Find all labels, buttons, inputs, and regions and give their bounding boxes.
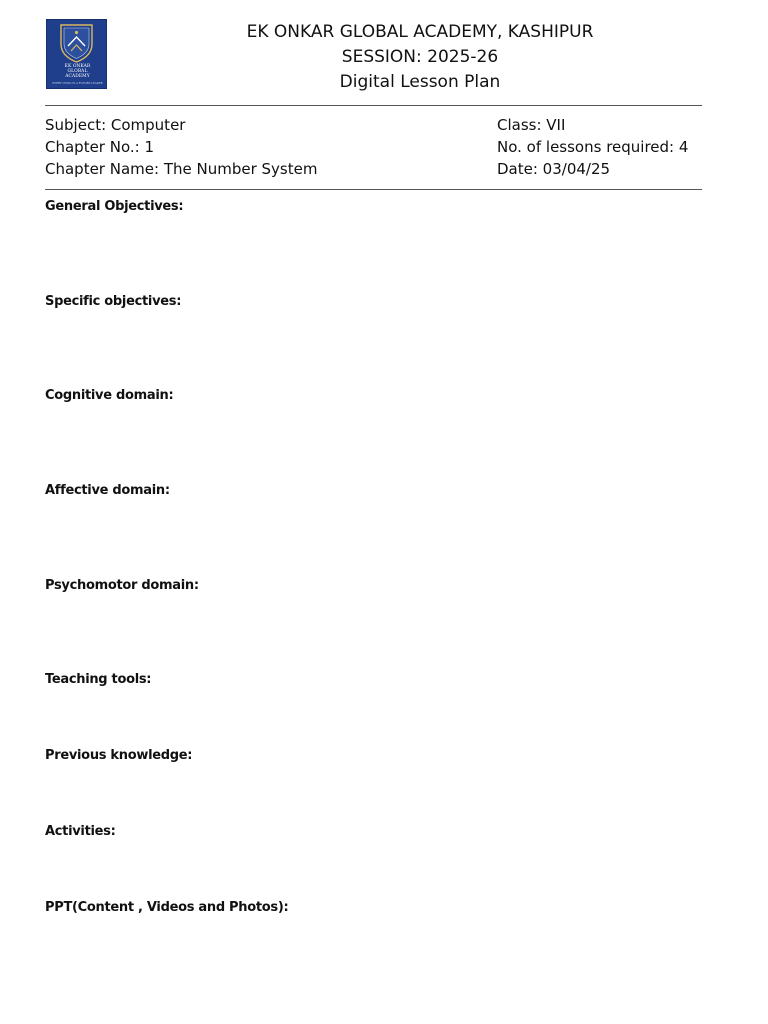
logo-text-line-2: GLOBAL: [67, 69, 88, 74]
session-label: SESSION: 2025-26: [341, 47, 499, 67]
activities-heading: Activities:: [45, 824, 116, 839]
school-logo: [46, 19, 107, 89]
lesson-details-left: [45, 114, 317, 180]
general-objectives-heading: General Objectives:: [45, 199, 184, 214]
date-field: Date: 03/04/25: [497, 160, 611, 178]
previous-knowledge-heading: Previous knowledge:: [45, 748, 193, 763]
ppt-heading: PPT(Content , Videos and Photos):: [45, 900, 289, 915]
specific-objectives-heading: Specific objectives:: [45, 294, 182, 309]
school-name: EK ONKAR GLOBAL ACADEMY, KASHIPUR: [246, 22, 594, 42]
subject-field: Subject: Computer: [45, 116, 186, 134]
logo-text-line-1: EK ONKAR: [64, 64, 91, 69]
document-header: [140, 20, 700, 95]
document-title: Digital Lesson Plan: [339, 72, 501, 92]
class-field: Class: VII: [497, 116, 566, 134]
affective-domain-heading: Affective domain:: [45, 483, 170, 498]
chapter-name-field: Chapter Name: The Number System: [45, 160, 318, 178]
logo-motto: EVERY CHILD IS A FUTURE LEADER: [52, 82, 103, 85]
lessons-required-field: No. of lessons required: 4: [497, 138, 689, 156]
psychomotor-domain-heading: Psychomotor domain:: [45, 578, 199, 593]
chapter-number-field: Chapter No.: 1: [45, 138, 155, 156]
details-divider: [45, 189, 702, 190]
teaching-tools-heading: Teaching tools:: [45, 672, 152, 687]
header-divider: [45, 105, 702, 106]
cognitive-domain-heading: Cognitive domain:: [45, 388, 174, 403]
logo-text-line-3: ACADEMY: [65, 74, 90, 79]
lesson-details-right: [497, 114, 688, 180]
